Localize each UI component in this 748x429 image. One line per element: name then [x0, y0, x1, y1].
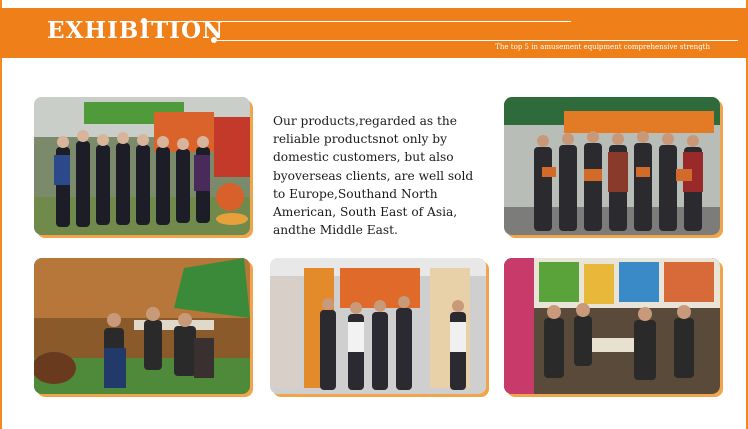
page-title: EXHIBITION — [47, 17, 224, 44]
decorative-line-bottom — [216, 40, 738, 41]
exhibition-photo-3 — [34, 258, 250, 394]
description-text: Our products,regarded as the reliable productsnot only by domestic customers, but also byoverseas clients, are well sold to Europe,Southand North American, South East of Asia, andthe Middle East. — [273, 114, 474, 238]
exhibition-photo-4 — [270, 258, 486, 394]
left-border-line — [0, 0, 2, 429]
exhibition-photo-1 — [34, 97, 250, 235]
page-subtitle: The top 5 in amusement equipment comprehensive strength — [495, 43, 710, 51]
exhibition-photo-5 — [504, 258, 720, 394]
exhibition-photo-2 — [504, 97, 720, 235]
